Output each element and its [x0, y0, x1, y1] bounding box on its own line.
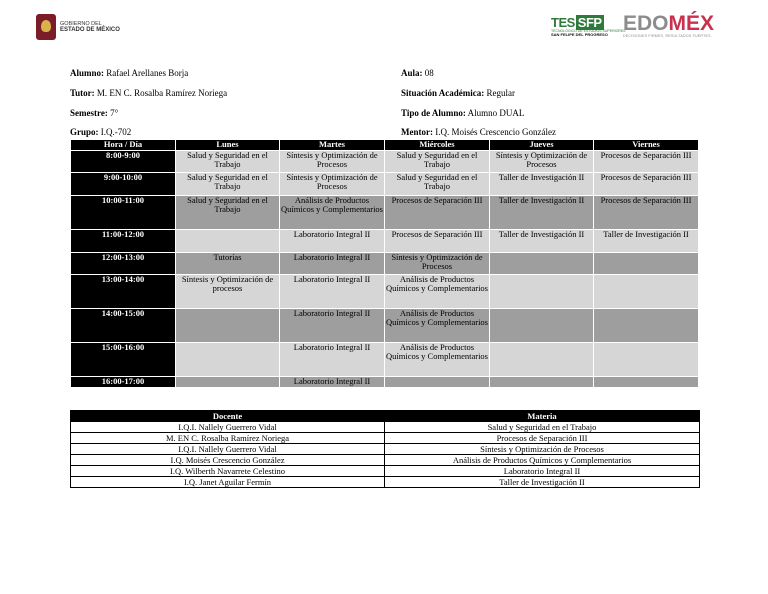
materia-cell: Análisis de Productos Químicos y Complementarios — [385, 455, 700, 466]
class-cell: Síntesis y Optimización de Procesos — [280, 172, 385, 195]
col-header-martes: Martes — [280, 140, 385, 151]
schedule-header-row — [71, 140, 699, 151]
class-cell: Procesos de Separación III — [594, 195, 699, 229]
docente-cell: M. EN C. Rosalba Ramírez Noriega — [71, 433, 385, 444]
col-header-viernes: Viernes — [594, 140, 699, 151]
class-cell: Taller de Investigación II — [594, 229, 699, 252]
hour-cell: 14:00-15:00 — [71, 308, 176, 342]
tipo-value: Alumno DUAL — [467, 108, 525, 118]
docentes-table — [70, 410, 700, 488]
hour-cell: 16:00-17:00 — [71, 376, 176, 387]
class-cell: Procesos de Separación III — [594, 172, 699, 195]
tes-sub2: SAN FELIPE DEL PROGRESO — [551, 32, 608, 37]
gov-line1: GOBIERNO DEL — [60, 21, 102, 27]
class-cell — [594, 342, 699, 376]
schedule-row — [71, 229, 699, 252]
semestre-field — [70, 108, 118, 118]
tutor-label: Tutor: — [70, 88, 95, 98]
schedule-row — [71, 172, 699, 195]
docente-cell: I.Q. Janet Aguilar Fermín — [71, 477, 385, 488]
edomex-tagline: DECISIONES FIRMES, RESULTADOS FUERTES. — [623, 34, 712, 38]
class-cell: Taller de Investigación II — [490, 229, 594, 252]
docente-cell: I.Q. Moisés Crescencio González — [71, 455, 385, 466]
class-cell — [490, 308, 594, 342]
schedule-row — [71, 376, 699, 387]
class-cell — [594, 252, 699, 274]
class-cell: Laboratorio Integral II — [280, 252, 385, 274]
materia-cell: Salud y Seguridad en el Trabajo — [385, 422, 700, 433]
docentes-header-row — [71, 411, 700, 422]
alumno-value: Rafael Arellanes Borja — [106, 68, 189, 78]
col-header-materia: Materia — [385, 411, 700, 422]
gobierno-text — [60, 21, 120, 33]
sfp-mark: SFP — [577, 15, 602, 30]
tutor-value: M. EN C. Rosalba Ramírez Noriega — [96, 88, 228, 98]
semestre-label: Semestre: — [70, 108, 108, 118]
tes-mark: TES — [551, 15, 575, 30]
alumno-field — [70, 68, 188, 78]
class-cell — [176, 376, 280, 387]
mentor-label: Mentor: — [401, 127, 433, 137]
class-cell: Análisis de Productos Químicos y Complementarios — [385, 308, 490, 342]
materia-cell: Procesos de Separación III — [385, 433, 700, 444]
situacion-value: Regular — [486, 88, 515, 98]
tipo-label: Tipo de Alumno: — [401, 108, 466, 118]
class-cell — [385, 376, 490, 387]
class-cell: Tutorías — [176, 252, 280, 274]
class-cell: Salud y Seguridad en el Trabajo — [176, 150, 280, 172]
docente-cell: I.Q.I. Nallely Guerrero Vidal — [71, 422, 385, 433]
hour-cell: 8:00-9:00 — [71, 150, 176, 172]
class-cell: Síntesis y Optimización de Procesos — [490, 150, 594, 172]
mentor-value: I.Q. Moisés Crescencio González — [435, 127, 556, 137]
table-row — [71, 466, 700, 477]
materia-cell: Síntesis y Optimización de Procesos — [385, 444, 700, 455]
class-cell — [176, 342, 280, 376]
mentor-field — [401, 127, 556, 137]
schedule-row — [71, 342, 699, 376]
class-cell: Laboratorio Integral II — [280, 274, 385, 308]
hour-cell: 15:00-16:00 — [71, 342, 176, 376]
col-header-miercoles: Miércoles — [385, 140, 490, 151]
aula-value: 08 — [424, 68, 434, 78]
class-cell: Análisis de Productos Químicos y Complementarios — [385, 342, 490, 376]
col-header-lunes: Lunes — [176, 140, 280, 151]
class-cell: Laboratorio Integral II — [280, 229, 385, 252]
situacion-field — [401, 88, 515, 98]
edomex-word-b: MÉX — [668, 12, 715, 35]
col-header-hora: Hora / Día — [71, 140, 176, 151]
class-cell: Laboratorio Integral II — [280, 342, 385, 376]
schedule-row — [71, 252, 699, 274]
tutor-field — [70, 88, 227, 98]
hour-cell: 13:00-14:00 — [71, 274, 176, 308]
gov-line2: ESTADO DE MÉXICO — [60, 27, 120, 33]
edomex-logo — [623, 13, 714, 39]
materia-cell: Laboratorio Integral II — [385, 466, 700, 477]
aula-label: Aula: — [401, 68, 423, 78]
schedule-row — [71, 308, 699, 342]
hour-cell: 12:00-13:00 — [71, 252, 176, 274]
class-cell — [176, 308, 280, 342]
grupo-field — [70, 127, 131, 137]
class-cell: Laboratorio Integral II — [280, 308, 385, 342]
table-row — [71, 477, 700, 488]
table-row — [71, 422, 700, 433]
tes-logo — [551, 16, 625, 37]
class-cell: Procesos de Separación III — [385, 229, 490, 252]
table-row — [71, 444, 700, 455]
table-row — [71, 433, 700, 444]
class-cell — [490, 342, 594, 376]
situacion-label: Situación Académica: — [401, 88, 485, 98]
docente-cell: I.Q. Wilberth Navarrete Celestino — [71, 466, 385, 477]
gobierno-logo — [36, 14, 120, 40]
alumno-label: Alumno: — [70, 68, 105, 78]
edomex-word-a: EDO — [623, 12, 669, 35]
grupo-value: I.Q.-702 — [100, 127, 132, 137]
schedule-row — [71, 195, 699, 229]
semestre-value: 7° — [110, 108, 119, 118]
materia-cell: Taller de Investigación II — [385, 477, 700, 488]
hour-cell: 9:00-10:00 — [71, 172, 176, 195]
class-cell: Síntesis y Optimización de Procesos — [280, 150, 385, 172]
class-cell — [594, 274, 699, 308]
class-cell: Síntesis y Optimización de procesos — [176, 274, 280, 308]
hour-cell: 11:00-12:00 — [71, 229, 176, 252]
tes-sub1: TECNOLÓGICO DE ESTUDIOS SUPERIORES — [551, 29, 626, 33]
class-cell: Salud y Seguridad en el Trabajo — [385, 150, 490, 172]
class-cell — [490, 376, 594, 387]
class-cell: Síntesis y Optimización de Procesos — [385, 252, 490, 274]
class-cell — [490, 252, 594, 274]
schedule-table — [70, 139, 699, 388]
class-cell: Laboratorio Integral II — [280, 376, 385, 387]
class-cell: Salud y Seguridad en el Trabajo — [385, 172, 490, 195]
class-cell — [594, 308, 699, 342]
class-cell: Taller de Investigación II — [490, 172, 594, 195]
class-cell: Procesos de Separación III — [594, 150, 699, 172]
aula-field — [401, 68, 434, 78]
schedule-row — [71, 274, 699, 308]
class-cell — [490, 274, 594, 308]
class-cell — [594, 376, 699, 387]
hour-cell: 10:00-11:00 — [71, 195, 176, 229]
col-header-jueves: Jueves — [490, 140, 594, 151]
class-cell: Procesos de Separación III — [385, 195, 490, 229]
tipo-field — [401, 108, 524, 118]
schedule-row — [71, 150, 699, 172]
class-cell: Análisis de Productos Químicos y Complementarios — [385, 274, 490, 308]
state-seal-icon — [36, 14, 56, 40]
class-cell: Salud y Seguridad en el Trabajo — [176, 195, 280, 229]
table-row — [71, 455, 700, 466]
class-cell: Taller de Investigación II — [490, 195, 594, 229]
class-cell: Análisis de Productos Químicos y Complementarios — [280, 195, 385, 229]
col-header-docente: Docente — [71, 411, 385, 422]
class-cell — [176, 229, 280, 252]
class-cell: Salud y Seguridad en el Trabajo — [176, 172, 280, 195]
grupo-label: Grupo: — [70, 127, 99, 137]
docente-cell: I.Q.I. Nallely Guerrero Vidal — [71, 444, 385, 455]
